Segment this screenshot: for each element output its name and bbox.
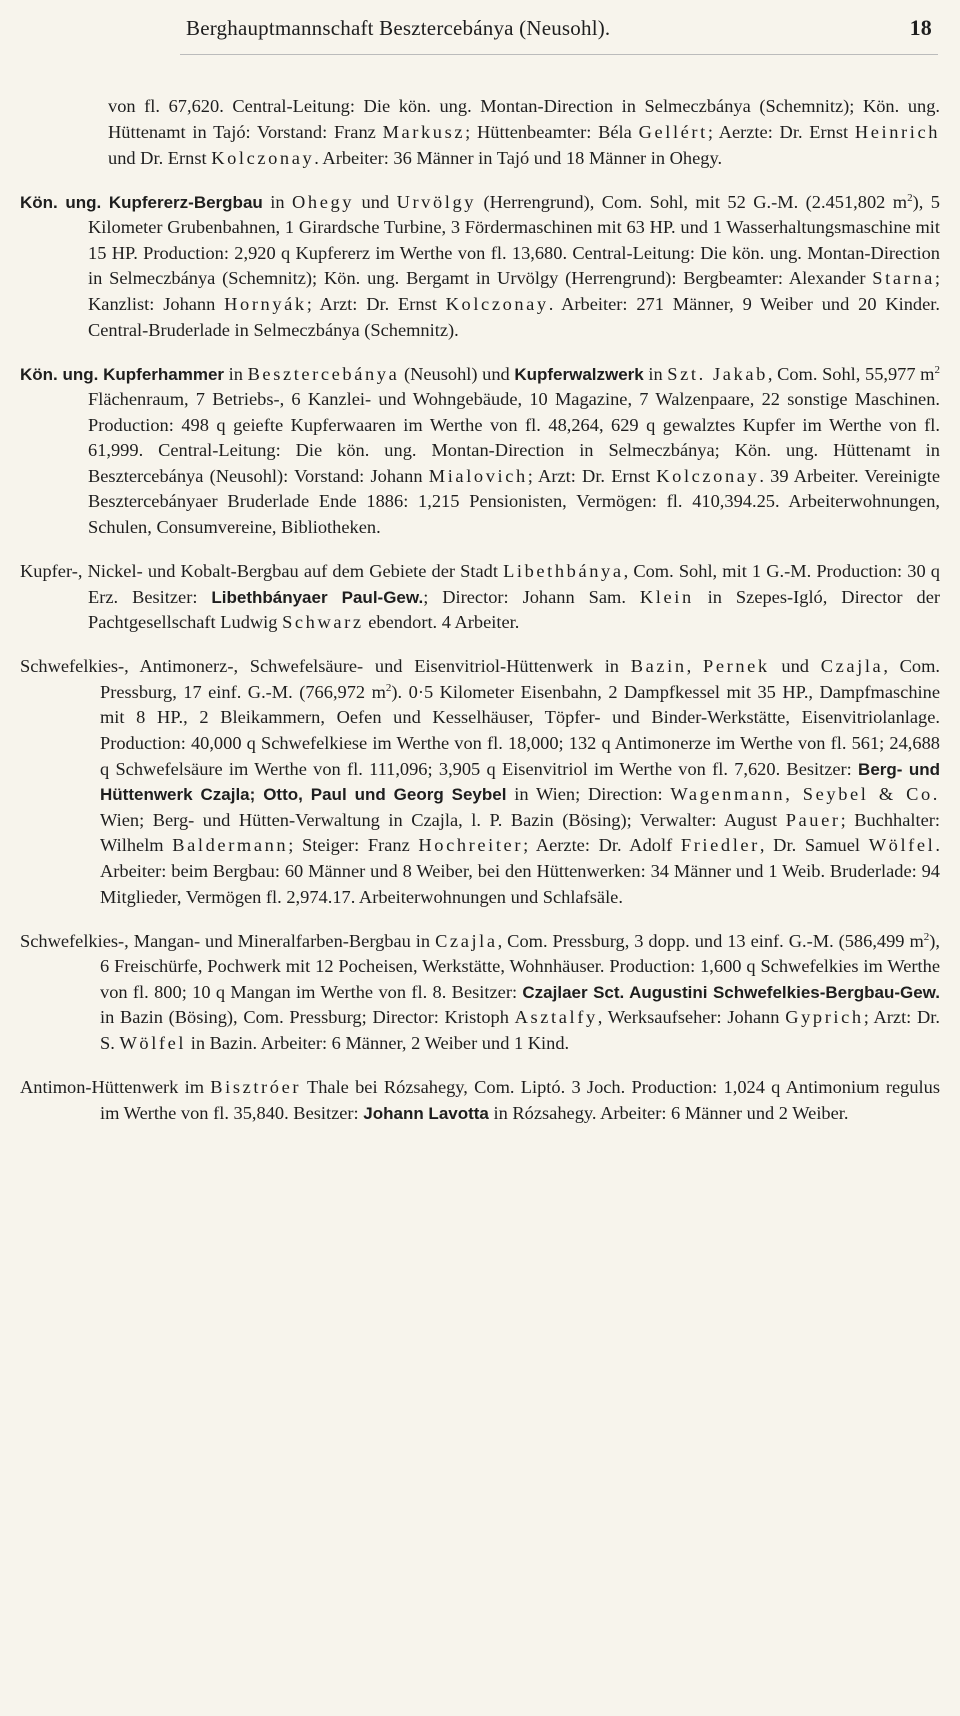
page-header: [186, 8, 932, 48]
entries: [20, 76, 940, 1136]
running-title: Berghauptmannschaft Besztercebánya (Neusohl).: [186, 15, 611, 40]
page-number: 18: [909, 15, 932, 40]
entry-tajo-continued: von fl. 67,620. Central-Leitung: Die kön. ung. Montan-Direction in Selmeczbánya (Schemnitz); Kön. ung. Hüttenamt in Tajó: Vorstand: Franz Markusz; Hüttenbeamter: Béla Gellért; Aerzte: Dr. Ernst Heinrich und Dr. Ernst Kolczonay. Arbeiter: 36 Männer in Tajó und 18 Männer in Ohegy.: [108, 96, 941, 168]
entry-libethbanya: Kupfer-, Nickel- und Kobalt-Bergbau auf dem Gebiete der Stadt Libethbánya, Com. Sohl, mit 1 G.-M. Production: 30 q Erz. Besitzer: Libethbányaer Paul-Gew.; Director: Johann Sam. Klein in Szepes-Igló, Director der Pachtgesellschaft Ludwig Schwarz ebendort. 4 Arbeiter.: [20, 561, 940, 633]
entry-schwefelkies-bergbau: Schwefelkies-, Mangan- und Mineralfarben-Bergbau in Czajla, Com. Pressburg, 3 dopp. und 13 einf. G.-M. (586,499 $m^2$), 6 Freischürfe, Pochwerk mit 12 Pocheisen, Werkstätte, Wohnhäuser. Production: 1,600 q Schwefelkies im Werthe von fl. 800; 10 q Mangan im Werthe von fl. 8. Besitzer: Czajlaer Sct. Augustini Schwefelkies-Bergbau-Gew. in Bazin (Bösing), Com. Pressburg; Director: Kristoph Asztalfy, Werksaufseher: Johann Gyprich; Arzt: Dr. S. Wölfel in Bazin. Arbeiter: 6 Männer, 2 Weiber und 1 Kind.: [20, 930, 940, 1053]
entry-kupferhammer: Kön. ung. Kupferhammer in Besztercebánya (Neusohl) und Kupferwalzwerk in Szt. Jakab, Com. Sohl, 55,977 $m^2$ Flächenraum, 7 Betriebs-, 6 Kanzlei- und Wohngebäude, 10 Magazine, 7 Walzenpaare, 22 sonstige Maschinen. Production: 498 q geiefte Kupferwaaren im Werthe von fl. 48,264, 629 q gewalztes Kupfer im Werthe von fl. 61,999. Central-Leitung: Die kön. ung. Montan-Direction in Selmeczbánya; Kön. ung. Hüttenamt in Besztercebánya (Neusohl): Vorstand: Johann Mialovich; Arzt: Dr. Ernst Kolczonay. 39 Arbeiter. Vereinigte Besztercebányaer Bruderlade Ende 1886: 1,215 Pensionisten, Vermögen: fl. 410,394.25. Arbeiterwohnungen, Schulen, Consumvereine, Bibliotheken.: [20, 363, 940, 538]
entry-schwefelkies-huettenwerk: Schwefelkies-, Antimonerz-, Schwefelsäure- und Eisenvitriol-Hüttenwerk in Bazin, Pernek und Czajla, Com. Pressburg, 17 einf. G.-M. (766,972 $m^2$). 0·5 Kilometer Eisenbahn, 2 Dampfkessel mit 35 HP., Dampfmaschine mit 8 HP., 2 Bleikammern, Oefen und Kesselhäuser, Töpfer- und Binder-Werkstätte, Eisenvitriolanlage. Production: 40,000 q Schwefelkiese im Werthe von fl. 18,000; 132 q Antimonerze im Werthe von fl. 561; 24,688 q Schwefelsäure im Werthe von fl. 111,096; 3,905 q Eisenvitriol im Werthe von fl. 7,620. Besitzer: Berg- und Hüttenwerk Czajla; Otto, Paul und Georg Seybel in Wien; Direction: Wagenmann, Seybel & Co. Wien; Berg- und Hütten-Verwaltung in Czajla, l. P. Bazin (Bösing); Verwalter: August Pauer; Buchhalter: Wilhelm Baldermann; Steiger: Franz Hochreiter; Aerzte: Dr. Adolf Friedler, Dr. Samuel Wölfel. Arbeiter: beim Bergbau: 60 Männer und 8 Weiber, bei den Hüttenwerken: 34 Männer und 1 Weib. Bruderlade: 94 Mitglieder, Vermögen fl. 2,974.17. Arbeiterwohnungen und Schlafsäle.: [20, 656, 941, 907]
entry-antimon-huettenwerk: Antimon-Hüttenwerk im Bisztróer Thale bei Rózsahegy, Com. Liptó. 3 Joch. Production: 1,024 q Antimonium regulus im Werthe von fl. 35,840. Besitzer: Johann Lavotta in Rózsahegy. Arbeiter: 6 Männer und 2 Weiber.: [20, 1076, 940, 1123]
header-rule: [180, 54, 938, 55]
entry-kupfererz-bergbau: Kön. ung. Kupfererz-Bergbau in Ohegy und Urvölgy (Herrengrund), Com. Sohl, mit 52 G.-M. (2.451,802 $m^2$), 5 Kilometer Grubenbahnen, 1 Girardsche Turbine, 3 Fördermaschinen mit 63 HP. und 1 Wasserhaltungsmaschine mit 15 HP. Production: 2,920 q Kupfererz im Werthe von fl. 13,680. Central-Leitung: Die kön. ung. Montan-Direction in Selmeczbánya (Schemnitz); Kön. ung. Bergamt in Urvölgy (Herrengrund): Bergbeamter: Alexander Starna; Kanzlist: Johann Hornyák; Arzt: Dr. Ernst Kolczonay. Arbeiter: 271 Männer, 9 Weiber und 20 Kinder. Central-Bruderlade in Selmeczbánya (Schemnitz).: [20, 191, 940, 340]
